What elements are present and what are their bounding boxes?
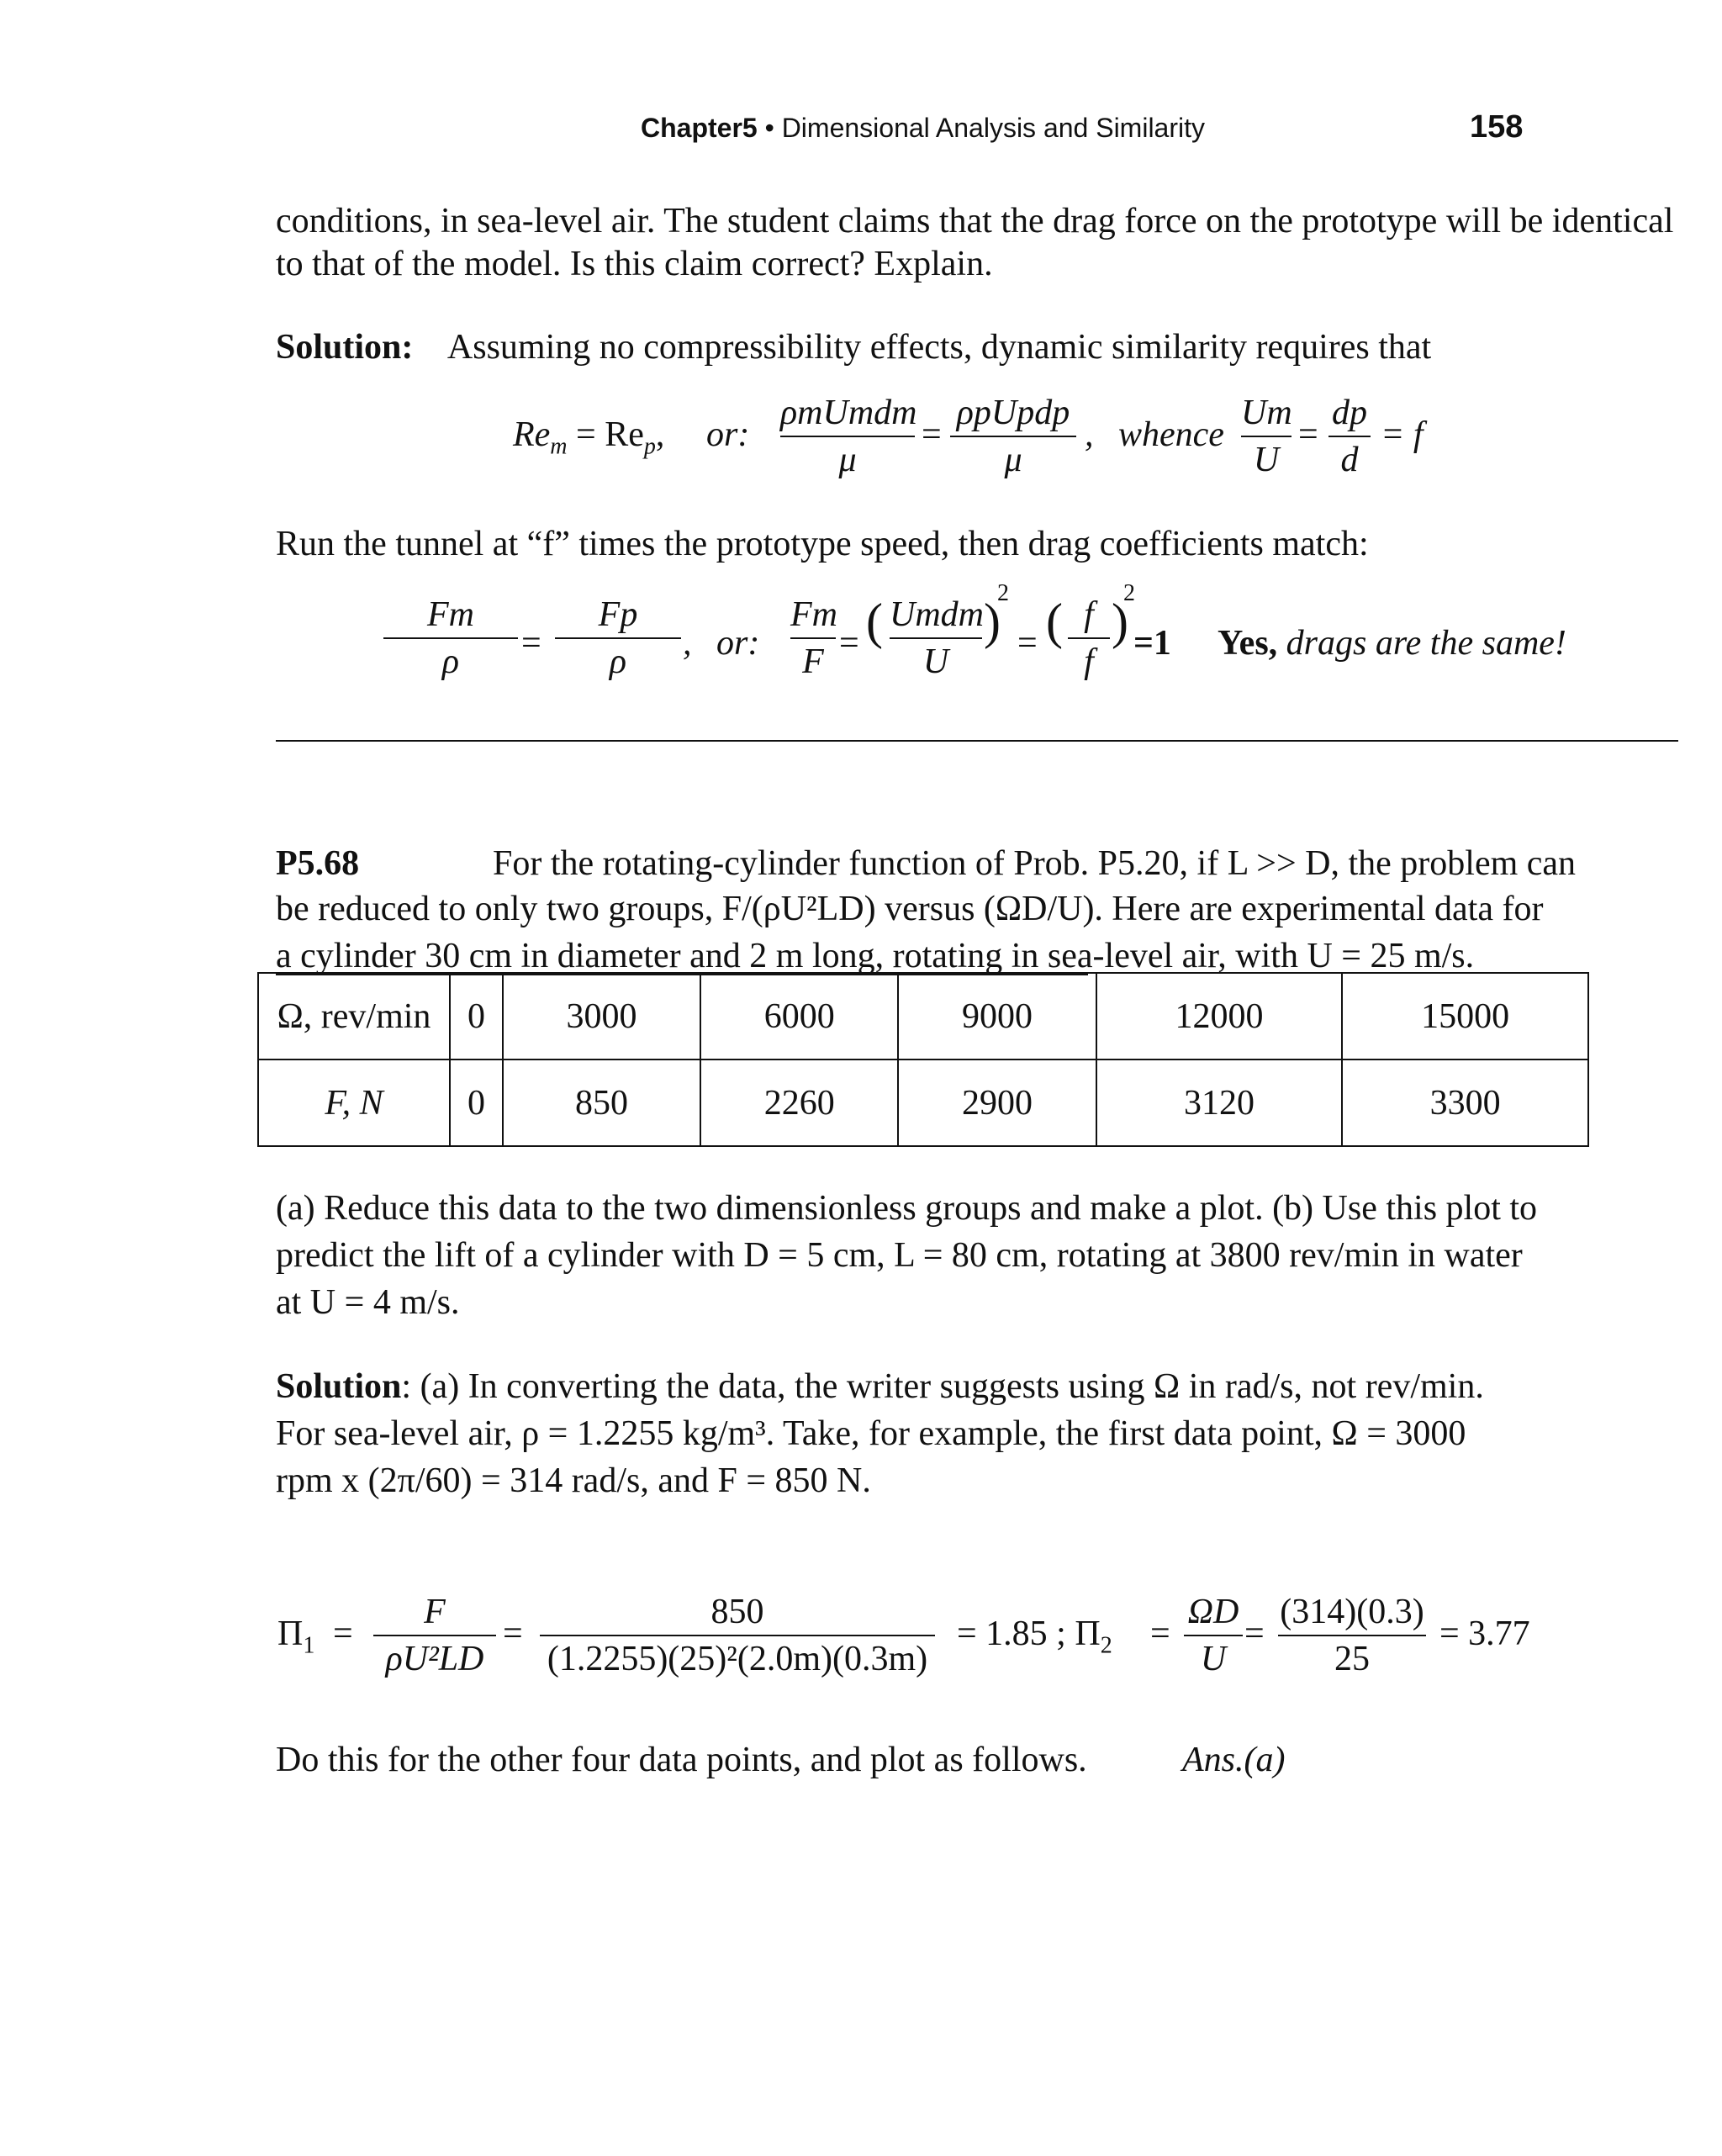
chapter-label: Chapter5	[641, 113, 758, 143]
solution-line2: For sea-level air, ρ = 1.2255 kg/m³. Take, for example, the first data point, Ω = 3000	[276, 1414, 1466, 1453]
equals-sign: =	[521, 624, 541, 663]
section-divider	[276, 740, 1678, 742]
equals-sign: =	[503, 1614, 523, 1653]
prev-solution-line	[276, 325, 1431, 370]
running-head	[641, 113, 1205, 144]
table-cell: 2900	[898, 1060, 1096, 1146]
whence-label: whence	[1118, 415, 1224, 454]
solution-label: Solution:	[276, 328, 414, 367]
fraction-rho-p: ρpUpdp μ	[950, 390, 1076, 447]
bullet: •	[764, 113, 774, 143]
problem-line2: be reduced to only two groups, F/(ρU²LD) versus (ΩD/U). Here are experimental data for	[276, 890, 1544, 928]
page-number: 158	[1470, 109, 1524, 145]
fraction-f: f f	[1068, 592, 1110, 649]
paren-open: (	[1046, 594, 1063, 649]
solution-text: Assuming no compressibility effects, dynamic similarity requires that	[446, 328, 1432, 367]
equals-sign: =	[1244, 1614, 1265, 1653]
table-cell: 3300	[1342, 1060, 1588, 1146]
table-cell: 850	[503, 1060, 700, 1146]
table-cell: 0	[450, 1060, 503, 1146]
problem-line3: a cylinder 30 cm in diameter and 2 m long, rotating in sea-level air, with U = 25 m/s.	[276, 937, 1475, 975]
fraction-omega-d: ΩD U	[1184, 1589, 1243, 1682]
equals-sign: =	[1150, 1614, 1170, 1653]
fraction-d: dp d	[1328, 390, 1371, 447]
solution-line3: rpm x (2π/60) = 314 rad/s, and F = 850 N.	[276, 1461, 871, 1500]
paren-close: )	[1112, 594, 1128, 649]
fraction-rho-m: ρmUmdm μ	[780, 394, 917, 479]
comma: ,	[683, 624, 692, 663]
fraction-umdm: Umdm U	[890, 595, 984, 681]
run-tunnel-text: Run the tunnel at “f” times the prototype speed, then drag coefficients match:	[276, 525, 1369, 563]
solution-line1: Solution: (a) In converting the data, the writer suggests using Ω in rad/s, not rev/min.	[276, 1367, 1484, 1406]
equals-sign: =	[333, 1614, 353, 1653]
fraction-u: Um U	[1241, 394, 1292, 479]
comma: ,	[1085, 415, 1094, 454]
exponent: 2	[997, 580, 1009, 606]
fraction-fm-fp: Fm F	[790, 595, 837, 681]
equals-sign: =	[1017, 624, 1038, 663]
part-a-line1: (a) Reduce this data to the two dimensionless groups and make a plot. (b) Use this plot to	[276, 1189, 1538, 1228]
part-a-line3: at U = 4 m/s.	[276, 1283, 460, 1322]
table-cell: 12000	[1096, 973, 1343, 1060]
equals-sign: =	[839, 624, 859, 663]
equals-sign: =	[922, 415, 942, 454]
table-cell: 9000	[898, 973, 1096, 1060]
equals-f: = f	[1381, 415, 1424, 454]
section-title: Dimensional Analysis and Similarity	[781, 113, 1205, 143]
part-a-line2: predict the lift of a cylinder with D = 5 cm, L = 80 cm, rotating at 3800 rev/min in water	[276, 1236, 1523, 1275]
table-cell: 3120	[1096, 1060, 1343, 1146]
closing-line: Do this for the other four data points, and plot as follows.	[276, 1741, 1087, 1779]
exponent: 2	[1123, 580, 1135, 606]
table-row-omega	[258, 973, 1588, 1060]
fraction-fm: Fm ρ	[383, 592, 518, 649]
problem-line1: For the rotating-cylinder function of Prob. P5.20, if L >> D, the problem can	[493, 844, 1577, 883]
prev-text-line1: conditions, in sea-level air. The student claims that the drag force on the prototype will be identical	[276, 202, 1674, 240]
table-cell: 6000	[700, 973, 898, 1060]
fraction-pi2-numeric: (314)(0.3) 25	[1278, 1589, 1426, 1682]
fraction-fp: Fp ρ	[555, 592, 681, 649]
paren-close: )	[984, 594, 1001, 649]
row-header-omega: Ω, rev/min	[258, 973, 450, 1060]
answer-label: Ans.(a)	[1182, 1741, 1286, 1779]
fraction-numeric: 850 (1.2255)(25)²(2.0m)(0.3m)	[540, 1589, 935, 1682]
prev-text-line2: to that of the model. Is this claim correct? Explain.	[276, 245, 993, 283]
table-cell: 0	[450, 973, 503, 1060]
problem-id: P5.68	[276, 844, 360, 883]
table-row-force	[258, 1060, 1588, 1146]
pi1-symbol: $\Pi_1$	[277, 1614, 315, 1659]
conclusion: Yes, drags are the same!	[1218, 624, 1566, 663]
row-header-force: F, N	[258, 1060, 450, 1146]
or-label: or:	[706, 415, 750, 454]
data-table	[257, 972, 1589, 1147]
equals-sign: =	[1298, 415, 1318, 454]
pi1-result: = 1.85 ; $\Pi_2$	[957, 1614, 1112, 1659]
table-cell: 3000	[503, 973, 700, 1060]
re-m: $Re_m = Re_p$,	[513, 415, 665, 460]
equals-one: =1	[1133, 624, 1171, 663]
table-cell: 15000	[1342, 973, 1588, 1060]
or-label: or:	[716, 624, 760, 663]
paren-open: (	[866, 594, 883, 649]
fraction-f-over-rho: F ρU²LD	[373, 1589, 496, 1682]
table-cell: 2260	[700, 1060, 898, 1146]
pi2-result: = 3.77	[1439, 1614, 1530, 1653]
